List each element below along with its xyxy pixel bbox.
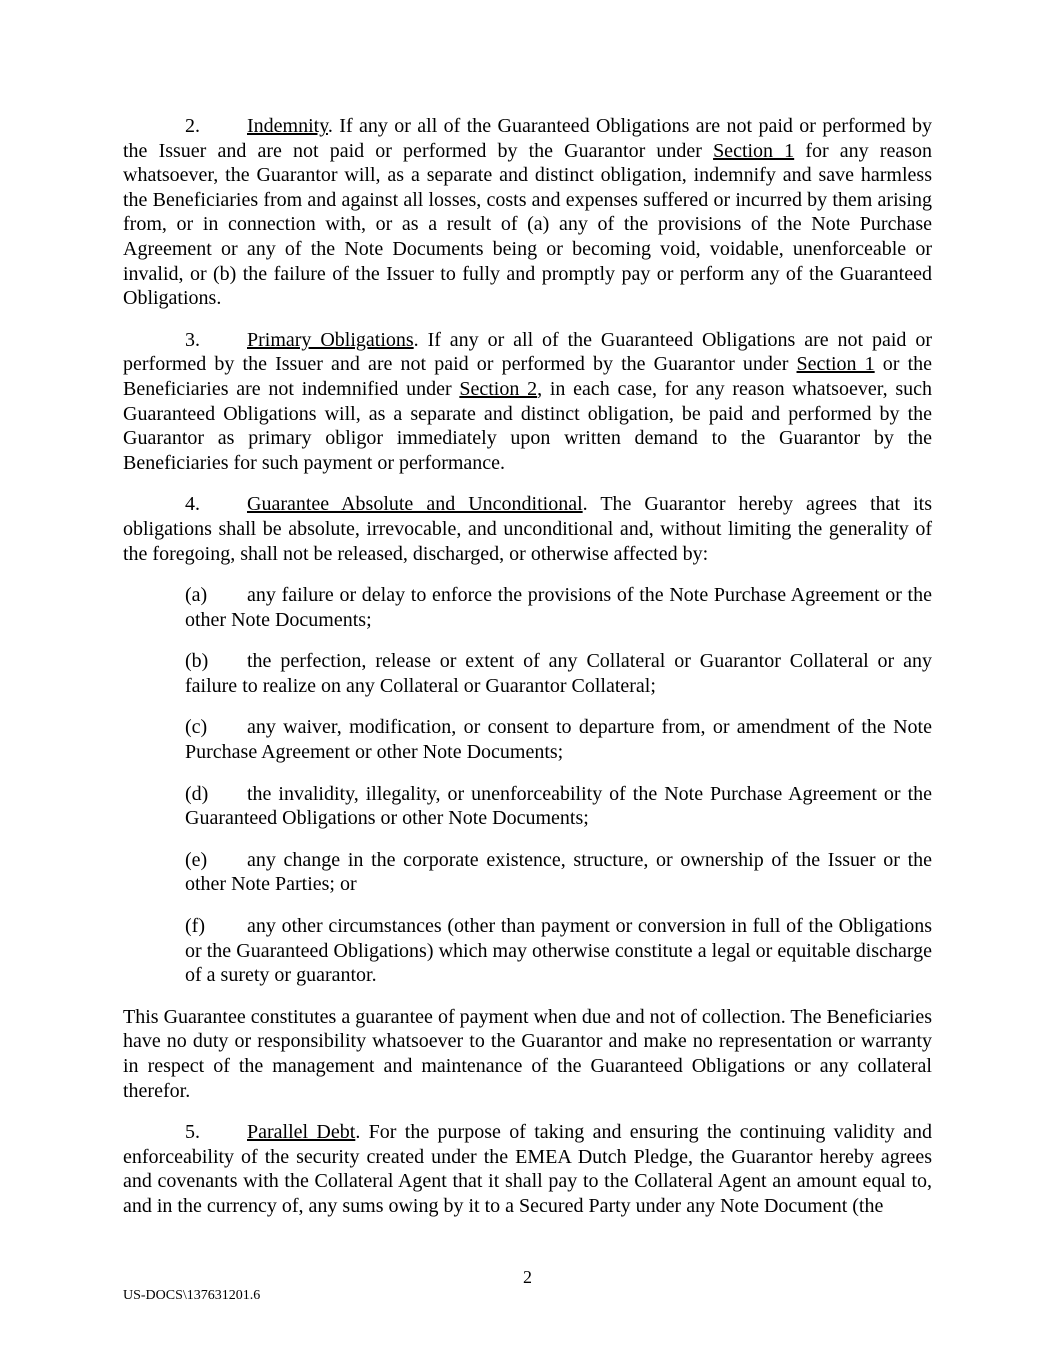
list-item-text: any waiver, modification, or consent to departure from, or amendment of the Note Purchase Agreement or other Note Documents; [185,716,932,764]
body-text: . For the purpose of taking and ensuring the continuing validity and enforceability of the security created under the EMEA Dutch Pledge, the Guarantor hereby agrees and covenants with the Collateral Agent that it shall pay to the Collateral Agent an amount equal to, and in the currency of, any sums owing by it to a Secured Party under any Note Document (the [123,1121,932,1217]
section-heading-parallel-debt: Parallel Debt [247,1121,356,1144]
page-number: 2 [523,1267,532,1287]
body-text: , in each case, for any reason whatsoever, such Guaranteed Obligations will, as a separate and distinct obligation, be paid and performed by the Guarantor as primary obligor immediately upon written demand to the Guarantor by the Beneficiaries for such payment or performance. [123,377,932,474]
list-item-text: any failure or delay to enforce the provisions of the Note Purchase Agreement or the other Note Documents; [185,584,932,631]
list-item-label: (b) [185,650,209,673]
section-heading-guarantee-absolute: Guarantee Absolute and Unconditional [247,493,583,516]
paragraph-guarantee-closing: This Guarantee constitutes a guarantee of payment when due and not of collection. The Beneficiaries have no duty or responsibility whatsoever to the Guarantor and make no representation or warranty in respect of the management and maintenance of the Guaranteed Obligations or any collateral therefor. [123,1005,932,1102]
paragraph-guarantee-absolute [123,492,932,566]
document-id: US-DOCS\137631201.6 [123,1288,261,1303]
body-text: . If any or all of the Guaranteed Obligations are not paid or performed by the Issuer and are not paid or performed by the Guarantor under [123,115,932,162]
list-item-text: any change in the corporate existence, structure, or ownership of the Issuer or the other Note Parties; or [185,848,932,896]
section-heading-indemnity: Indemnity [247,115,328,137]
list-item-d [185,782,932,831]
list-item-b [185,649,932,698]
section-1-reference: Section 1 [796,353,875,376]
section-number: 2. [185,115,200,137]
list-item-label: (e) [185,848,208,871]
section-heading-primary-obligations: Primary Obligations [247,328,414,351]
paragraph-indemnity [123,114,932,311]
list-item-text: the perfection, release or extent of any Collateral or Guarantor Collateral or any failure to realize on any Collateral or Guarantor Collateral; [185,650,932,697]
section-number: 5. [185,1121,200,1144]
list-item-e [185,848,932,897]
list-item-label: (f) [185,915,205,938]
list-item-label: (c) [185,716,208,739]
body-text: . The Guarantor hereby agrees that its obligations shall be absolute, irrevocable, and unconditional and, without limiting the generality of the foregoing, shall not be released, discharged, or otherwise affected by: [123,493,932,565]
body-text: for any reason whatsoever, the Guarantor will, as a separate and distinct obligation, indemnify and save harmless the Beneficiaries from and against all losses, costs and expenses suffered or incurred by them arising from, or in connection with, or as a result of (a) any of the provisions of the Note Purchase Agreement or any of the Note Documents being or becoming void, voidable, unenforceable or invalid, or (b) the failure of the Issuer to fully and promptly pay or perform any of the Guaranteed Obligations. [123,139,932,310]
paragraph-parallel-debt [123,1120,932,1218]
section-number: 4. [185,493,200,516]
section-2-reference: Section 2 [459,377,538,400]
list-item-a [185,583,932,632]
list-item-f [185,914,932,988]
list-item-text: the invalidity, illegality, or unenforceability of the Note Purchase Agreement or the Guaranteed Obligations or other Note Documents; [185,782,932,830]
list-item-text: any other circumstances (other than payment or conversion in full of the Obligations or the Guaranteed Obligations) which may otherwise constitute a legal or equitable discharge of a surety or guarantor. [185,915,932,987]
list-item-c [185,715,932,764]
body-text: or the Beneficiaries are not indemnified under [123,353,933,400]
body-text: . If any or all of the Guaranteed Obligations are not paid or performed by the Issuer and are not paid or performed by the Guarantor under [123,328,932,376]
list-item-label: (d) [185,782,209,805]
paragraph-primary-obligations [123,328,932,476]
section-1-reference: Section 1 [713,139,795,162]
section-number: 3. [185,328,200,351]
list-item-label: (a) [185,584,208,607]
